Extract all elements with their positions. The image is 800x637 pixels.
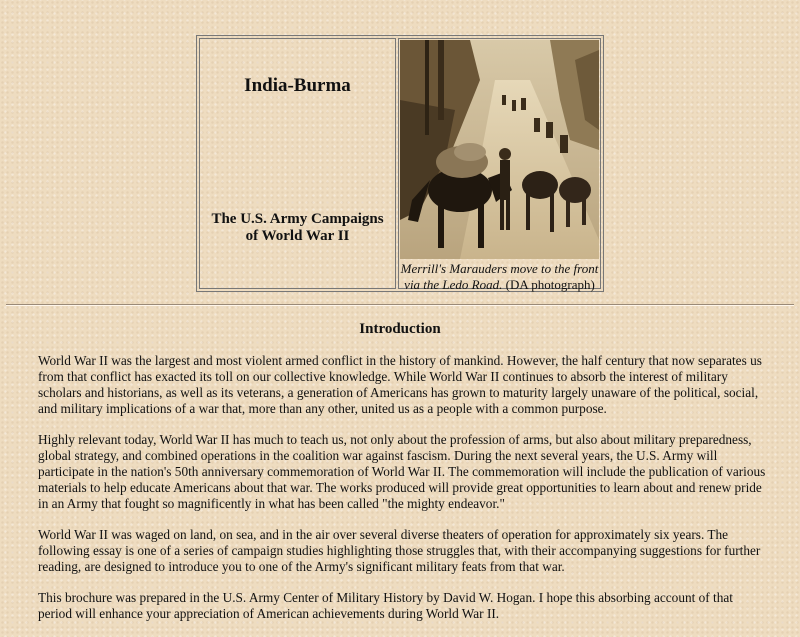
caption-line-2: via the Ledo Road. xyxy=(404,277,503,292)
introduction-heading: Introduction xyxy=(359,321,441,337)
paragraph: Highly relevant today, World War II has much to teach us, not only about the profession of arms, but also about military preparedness, global strategy, and combined operations in the coalition war against fascism. During the next several years, the U.S. Army will participate in the nation's 50th anniversary commemoration of World War II. The commemoration will include the publication of various materials to help educate Americans about that war. The works produced will provide great opportunities to learn about and renew pride in an Army that fought so magnificently in what has been called "the mighty endeavor." xyxy=(38,432,766,511)
title-table xyxy=(196,35,604,292)
caption-line-1: Merrill's Marauders move to the front xyxy=(400,261,599,276)
marauders-photo xyxy=(400,40,599,259)
page-title: India-Burma xyxy=(244,75,351,96)
paragraph: This brochure was prepared in the U.S. Army Center of Military History by David W. Hogan. I hope this absorbing account of that period will enhance your appreciation of American achievements during World War II. xyxy=(38,590,733,621)
paragraph: World War II was the largest and most violent armed conflict in the history of mankind. However, the half century that now separates us from that conflict has exacted its toll on our collective knowledge. While World War II continues to absorb the interest of military scholars and historians, as well as its veterans, a generation of Americans has grown to maturity largely unaware of the political, social, and military implications of a war that, more than any other, united us as a people with a common purpose. xyxy=(38,353,762,416)
photo-caption xyxy=(399,261,600,293)
introduction-body xyxy=(38,353,768,637)
page-subtitle xyxy=(200,211,395,245)
paragraph: World War II was waged on land, on sea, and in the air over several diverse theaters of operation for approximately six years. The following essay is one of a series of campaign studies highlighting those struggles that, with their accompanying suggestions for further reading, are designed to introduce you to one of the Army's significant military feats from that war. xyxy=(38,527,761,574)
subtitle-line-2: of World War II xyxy=(245,228,350,244)
caption-credit: (DA photograph) xyxy=(505,277,595,292)
subtitle-line-1: The U.S. Army Campaigns xyxy=(211,211,384,227)
photo-cell xyxy=(398,38,601,292)
title-cell xyxy=(199,38,396,289)
horizontal-rule xyxy=(6,304,794,306)
